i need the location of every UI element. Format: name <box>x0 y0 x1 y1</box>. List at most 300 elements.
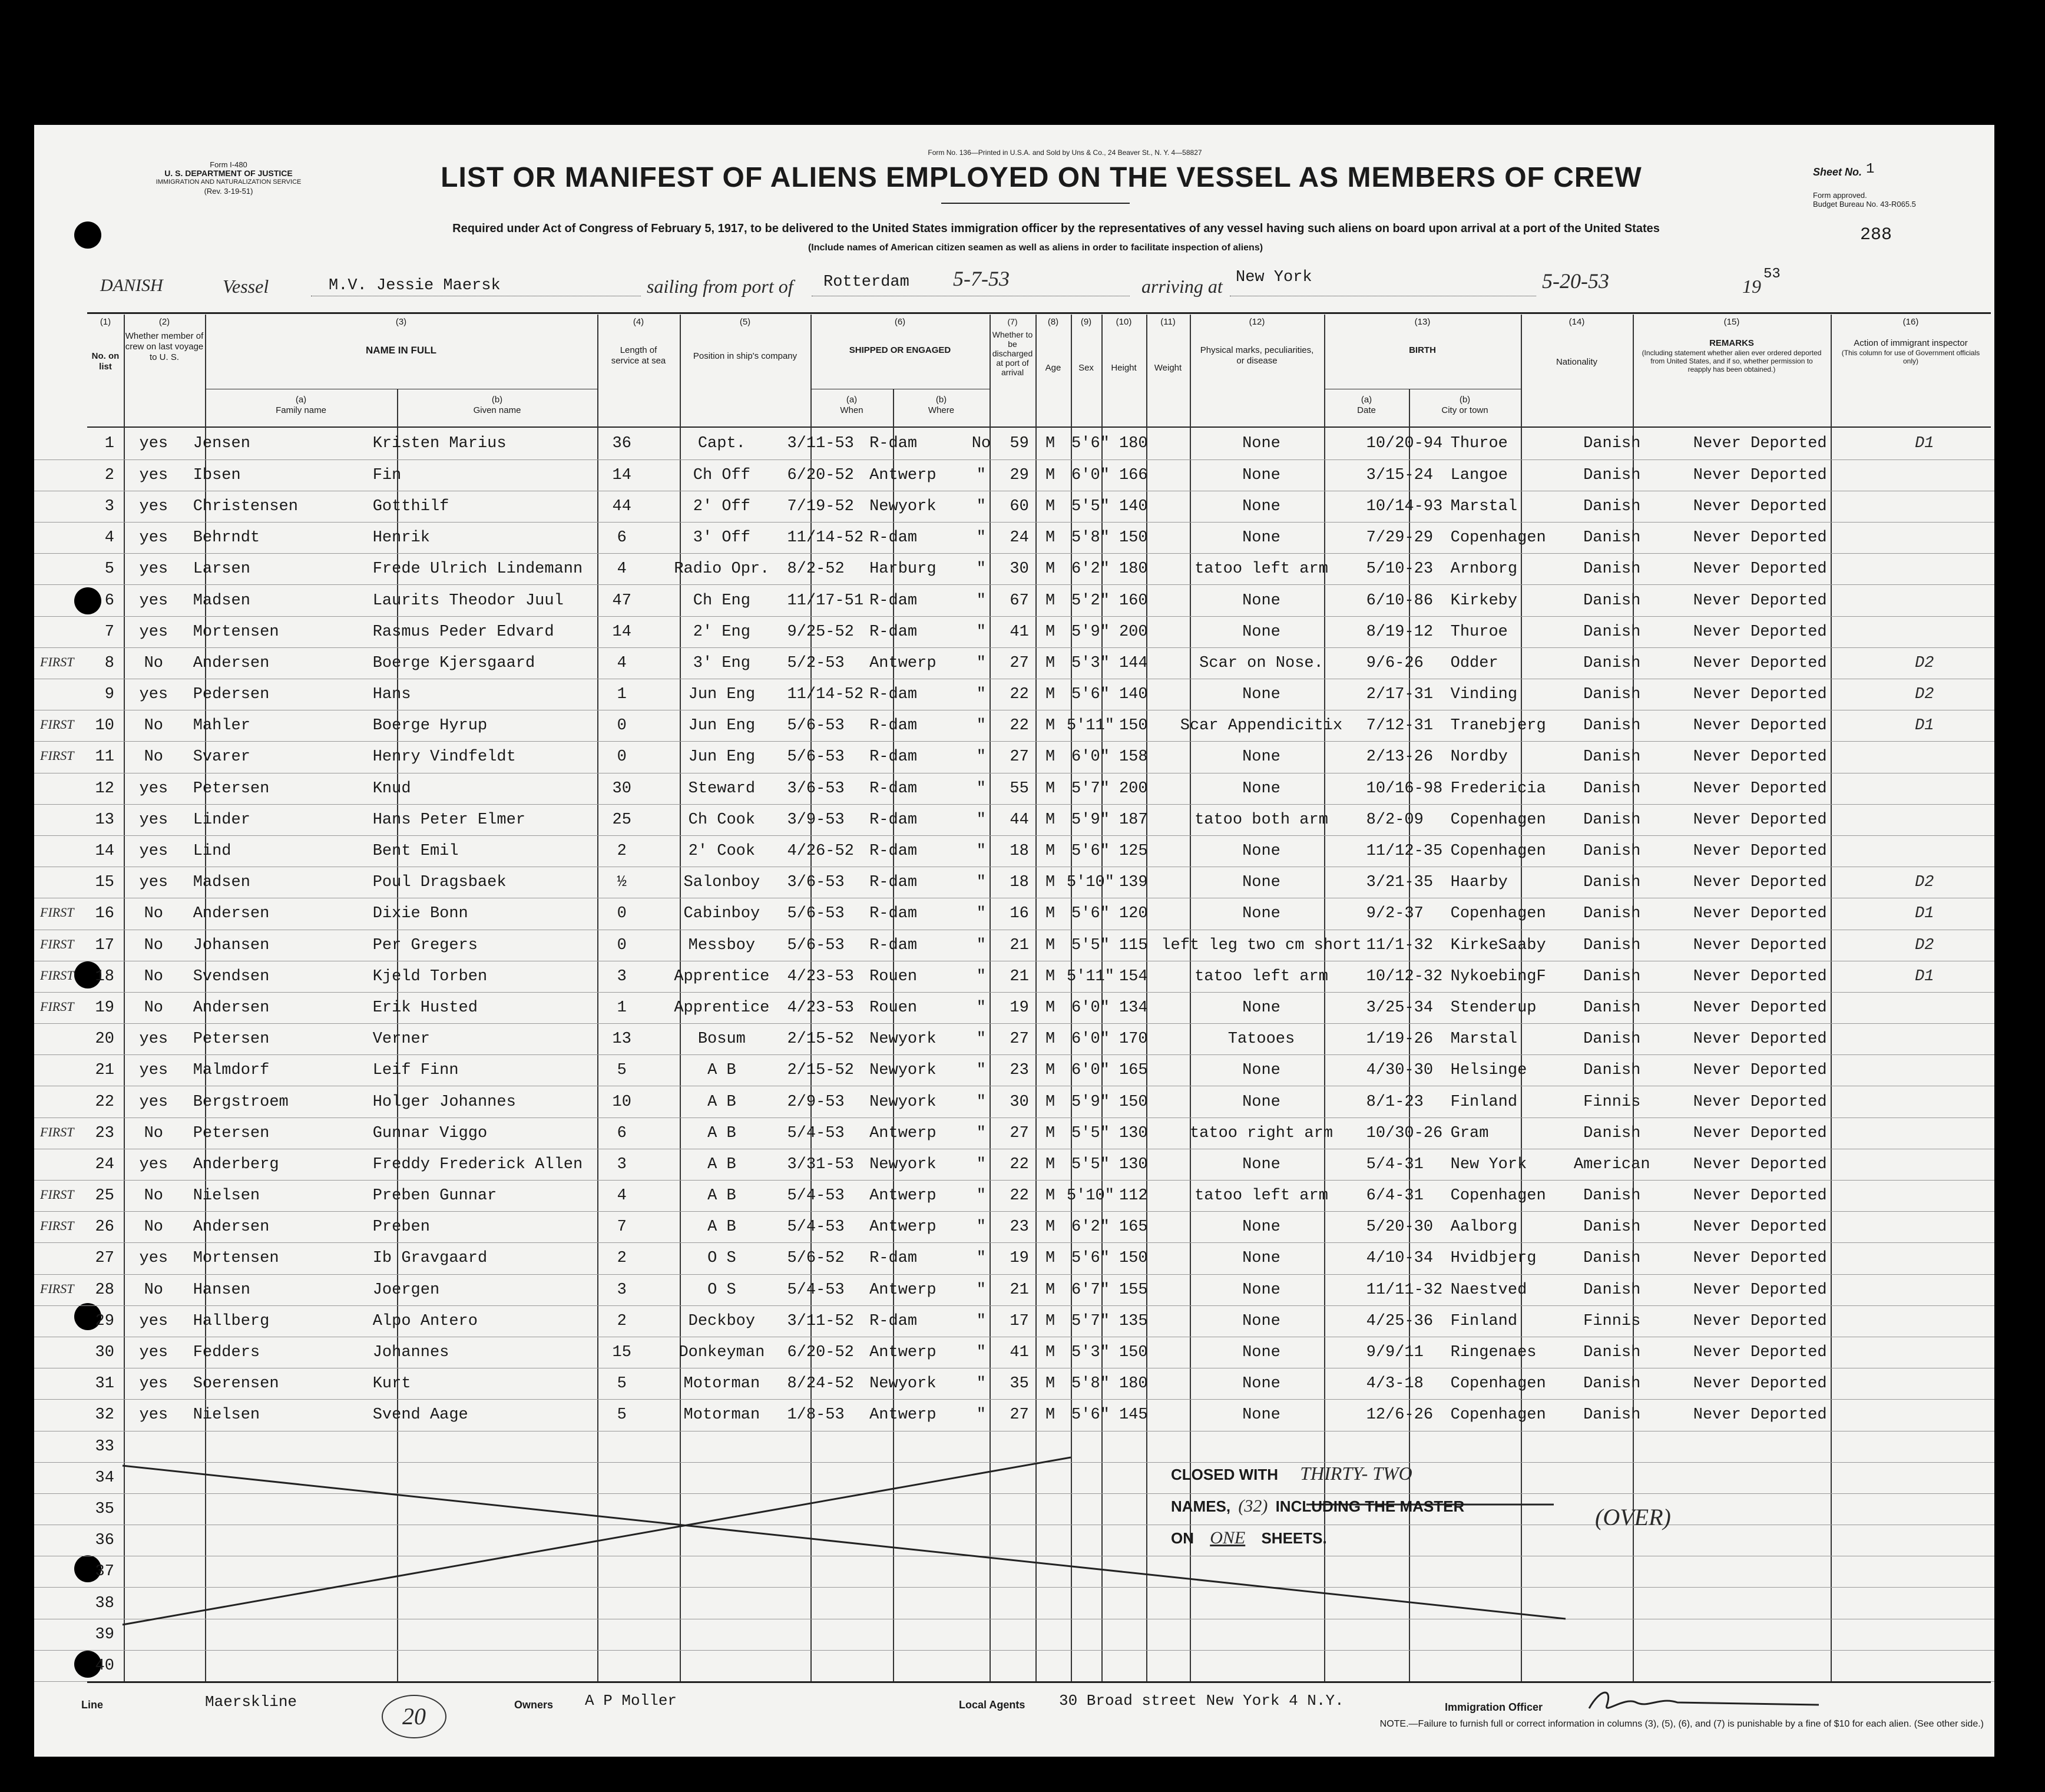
col-label: BIRTH <box>1409 345 1436 355</box>
cell-weight: 200 <box>1119 623 1148 641</box>
cell-prev: No <box>144 654 164 672</box>
form-revision: (Rev. 3-19-51) <box>204 187 253 196</box>
cell-city: Copenhagen <box>1450 1406 1546 1424</box>
cell-remarks: Never Deported <box>1693 1281 1827 1299</box>
cell-where: R-dam <box>869 686 918 704</box>
cell-bdate: 3/25-34 <box>1366 999 1434 1017</box>
cell-action: D2 <box>1915 686 1934 704</box>
row-number: 13 <box>95 811 114 829</box>
cell-remarks: Never Deported <box>1693 1344 1827 1362</box>
cell-height: 5'6" <box>1071 1406 1110 1424</box>
cell-weight: 145 <box>1119 1406 1148 1424</box>
cell-prev: No <box>144 1124 164 1142</box>
row-number: 35 <box>95 1500 114 1518</box>
cell-action: D2 <box>1915 874 1934 892</box>
cell-nat: Danish <box>1583 1218 1641 1236</box>
cell-marks: Scar on Nose. <box>1199 654 1323 672</box>
cell-bdate: 11/1-32 <box>1366 936 1434 954</box>
cell-height: 5'7" <box>1071 779 1110 798</box>
cell-height: 6'2" <box>1071 560 1110 578</box>
cell-remarks: Never Deported <box>1693 842 1827 861</box>
cell-city: Langoe <box>1450 466 1508 484</box>
cell-family: Andersen <box>193 999 270 1017</box>
closing-count-words: THIRTY- TWO <box>1300 1463 1412 1484</box>
cell-position: A B <box>707 1218 736 1236</box>
cell-family: Petersen <box>193 1030 270 1049</box>
cell-when: 5/2-53 <box>787 654 845 672</box>
cell-bdate: 6/10-86 <box>1366 591 1434 610</box>
cell-bdate: 10/30-26 <box>1366 1124 1443 1142</box>
cell-nat: Danish <box>1583 779 1641 798</box>
cell-where: Antwerp <box>869 466 937 484</box>
cell-nat: Danish <box>1583 1124 1641 1142</box>
cell-bdate: 4/30-30 <box>1366 1062 1434 1080</box>
cell-given: Rasmus Peder Edvard <box>372 623 554 641</box>
cell-when: 4/23-53 <box>787 999 854 1017</box>
cell-bdate: 10/20-94 <box>1366 435 1443 453</box>
cell-bdate: 7/12-31 <box>1366 717 1434 735</box>
cell-family: Christensen <box>193 497 298 515</box>
cell-prev: No <box>144 1218 164 1236</box>
cell-sex: M <box>1045 1218 1055 1236</box>
cell-city: Copenhagen <box>1450 1375 1546 1393</box>
fine-note: NOTE.—Failure to furnish full or correct information in columns (3), (5), (6), and (7) is punishable by a fine of $10 for each alien. (See other side.) <box>1379 1719 1984 1729</box>
col-sub-letter: (a) <box>1361 395 1372 405</box>
cell-disch: " <box>976 779 986 798</box>
cell-position: Ch Off <box>693 466 750 484</box>
cell-length: 0 <box>617 717 627 735</box>
first-voyage-note: FIRST <box>40 1187 74 1202</box>
first-voyage-note: FIRST <box>40 905 74 920</box>
cell-given: Kristen Marius <box>372 435 507 453</box>
cell-marks: None <box>1242 999 1280 1017</box>
cell-city: Arnborg <box>1450 560 1518 578</box>
cell-height: 5'11" <box>1066 967 1114 986</box>
row-number: 6 <box>104 591 114 610</box>
cell-nat: Finnis <box>1583 1093 1641 1111</box>
col-label: No. on list <box>91 351 120 372</box>
cell-remarks: Never Deported <box>1693 811 1827 829</box>
cell-position: Motorman <box>683 1375 760 1393</box>
cell-nat: Danish <box>1583 654 1641 672</box>
cell-height: 5'5" <box>1071 1124 1110 1142</box>
cell-bdate: 3/21-35 <box>1366 874 1434 892</box>
cell-family: Nielsen <box>193 1406 260 1424</box>
cell-sex: M <box>1045 1124 1055 1142</box>
cell-position: Apprentice <box>674 999 770 1017</box>
col-number: (9) <box>1080 317 1092 327</box>
cell-length: 10 <box>612 1093 631 1111</box>
closed-with-label: CLOSED WITH <box>1171 1466 1278 1483</box>
cell-length: 2 <box>617 842 627 861</box>
row-number: 2 <box>104 466 114 484</box>
cell-marks: tatoo left arm <box>1194 967 1328 986</box>
cell-height: 6'2" <box>1071 1218 1110 1236</box>
cell-sex: M <box>1045 811 1055 829</box>
cell-nat: Danish <box>1583 1281 1641 1299</box>
cell-nat: Danish <box>1583 1187 1641 1205</box>
cell-given: Alpo Antero <box>372 1312 478 1330</box>
cell-city: Vinding <box>1450 686 1518 704</box>
cell-city: Copenhagen <box>1450 811 1546 829</box>
cell-remarks: Never Deported <box>1693 497 1827 515</box>
first-voyage-note: FIRST <box>40 1124 74 1139</box>
cell-bdate: 10/12-32 <box>1366 967 1443 986</box>
cell-prev: No <box>144 1187 164 1205</box>
cell-when: 3/6-53 <box>787 779 845 798</box>
cell-length: 36 <box>612 435 631 453</box>
cell-bdate: 8/19-12 <box>1366 623 1434 641</box>
cell-height: 5'7" <box>1071 1312 1110 1330</box>
officer-label: Immigration Officer <box>1445 1701 1543 1713</box>
cell-weight: 200 <box>1119 779 1148 798</box>
cell-marks: None <box>1242 748 1280 766</box>
cell-given: Ib Gravgaard <box>372 1249 488 1268</box>
cell-weight: 180 <box>1119 1375 1148 1393</box>
cell-family: Svarer <box>193 748 250 766</box>
col-note: (This column for use of Government officials only) <box>1841 349 1980 365</box>
cell-family: Malmdorf <box>193 1062 270 1080</box>
cell-length: 4 <box>617 1187 627 1205</box>
row-number: 4 <box>104 529 114 547</box>
closing-statement <box>1171 1457 1464 1554</box>
cell-family: Bergstroem <box>193 1093 289 1111</box>
cell-age: 21 <box>1010 1281 1029 1299</box>
include-statement: (Include names of American citizen seamen as well as aliens in order to facilitate inspection of aliens) <box>808 243 1263 253</box>
cell-marks: None <box>1242 1406 1280 1424</box>
cell-length: 4 <box>617 654 627 672</box>
cell-city: Copenhagen <box>1450 1187 1546 1205</box>
cell-where: R-dam <box>869 936 918 954</box>
cell-age: 19 <box>1010 999 1029 1017</box>
cell-weight: 165 <box>1119 1062 1148 1080</box>
cell-marks: tatoo left arm <box>1194 560 1328 578</box>
cell-bdate: 2/17-31 <box>1366 686 1434 704</box>
cell-when: 11/14-52 <box>787 686 864 704</box>
cell-where: Antwerp <box>869 1218 937 1236</box>
year-suffix: 53 <box>1763 266 1781 282</box>
cell-prev: yes <box>139 1312 168 1330</box>
cell-height: 6'0" <box>1071 999 1110 1017</box>
cell-prev: yes <box>139 1062 168 1080</box>
cell-marks: None <box>1242 1093 1280 1111</box>
col-number: (16) <box>1902 317 1919 327</box>
cell-age: 29 <box>1010 466 1029 484</box>
cell-prev: yes <box>139 497 168 515</box>
row-number: 37 <box>95 1563 114 1581</box>
cell-age: 30 <box>1010 560 1029 578</box>
cell-family: Madsen <box>193 874 250 892</box>
cell-prev: yes <box>139 811 168 829</box>
cell-marks: tatoo right arm <box>1189 1124 1333 1142</box>
cell-where: R-dam <box>869 623 918 641</box>
cell-disch: " <box>976 1062 986 1080</box>
row-number: 8 <box>104 654 114 672</box>
cell-length: 3 <box>617 1281 627 1299</box>
vessel-label: Vessel <box>223 276 269 297</box>
cell-weight: 134 <box>1119 999 1148 1017</box>
cell-nat: American <box>1573 1155 1650 1173</box>
row-number: 31 <box>95 1375 114 1393</box>
cell-age: 60 <box>1010 497 1029 515</box>
cell-given: Preben <box>372 1218 430 1236</box>
cell-given: Laurits Theodor Juul <box>372 591 564 610</box>
cell-city: Kirkeby <box>1450 591 1518 610</box>
cell-city: Tranebjerg <box>1450 717 1546 735</box>
cell-sex: M <box>1045 529 1055 547</box>
cell-position: Radio Opr. <box>674 560 770 578</box>
cell-family: Nielsen <box>193 1187 260 1205</box>
cell-position: Ch Cook <box>688 811 756 829</box>
cell-marks: None <box>1242 435 1280 453</box>
cell-disch: " <box>976 1093 986 1111</box>
col-label: Height <box>1111 363 1137 373</box>
cell-length: 5 <box>617 1375 627 1393</box>
cell-prev: No <box>144 905 164 923</box>
cell-bdate: 4/10-34 <box>1366 1249 1434 1268</box>
cell-given: Gunnar Viggo <box>372 1124 488 1142</box>
cell-when: 5/6-53 <box>787 748 845 766</box>
col-label: REMARKS <box>1709 338 1754 348</box>
cell-nat: Danish <box>1583 435 1641 453</box>
cell-bdate: 8/1-23 <box>1366 1093 1424 1111</box>
cell-given: Henry Vindfeldt <box>372 748 516 766</box>
col-number: (5) <box>739 317 751 327</box>
agents-label: Local Agents <box>959 1699 1025 1711</box>
cell-remarks: Never Deported <box>1693 1062 1827 1080</box>
cell-age: 30 <box>1010 1093 1029 1111</box>
cell-when: 11/14-52 <box>787 529 864 547</box>
cell-family: Behrndt <box>193 529 260 547</box>
cell-bdate: 5/20-30 <box>1366 1218 1434 1236</box>
cell-age: 27 <box>1010 1124 1029 1142</box>
cell-disch: " <box>976 842 986 861</box>
col-number: (6) <box>894 317 906 327</box>
cell-where: Newyork <box>869 1375 937 1393</box>
cell-height: 5'6" <box>1071 842 1110 861</box>
cell-where: Rouen <box>869 999 918 1017</box>
table-bottom-rule <box>87 1681 1991 1683</box>
departure-date: 5-7-53 <box>953 267 1010 290</box>
flag-nationality: DANISH <box>100 276 163 295</box>
cell-when: 3/9-53 <box>787 811 845 829</box>
cell-remarks: Never Deported <box>1693 435 1827 453</box>
cell-age: 27 <box>1010 1406 1029 1424</box>
departure-port: Rotterdam <box>823 273 909 291</box>
cell-marks: None <box>1242 591 1280 610</box>
cell-city: Copenhagen <box>1450 842 1546 861</box>
sailing-label: sailing from port of <box>647 276 793 297</box>
cell-length: 0 <box>617 936 627 954</box>
cell-disch: " <box>976 654 986 672</box>
cell-sex: M <box>1045 905 1055 923</box>
cell-marks: None <box>1242 842 1280 861</box>
arriving-label: arriving at <box>1141 276 1223 297</box>
cell-family: Petersen <box>193 779 270 798</box>
cell-disch: " <box>976 936 986 954</box>
cell-age: 27 <box>1010 1030 1029 1049</box>
cell-marks: None <box>1242 466 1280 484</box>
cell-family: Ibsen <box>193 466 241 484</box>
cell-position: 2' Off <box>693 497 750 515</box>
cell-nat: Danish <box>1583 936 1641 954</box>
cell-sex: M <box>1045 936 1055 954</box>
cell-given: Hans <box>372 686 411 704</box>
cell-family: Madsen <box>193 591 250 610</box>
cell-where: Antwerp <box>869 1187 937 1205</box>
cell-sex: M <box>1045 497 1055 515</box>
cell-nat: Danish <box>1583 497 1641 515</box>
cell-nat: Danish <box>1583 466 1641 484</box>
cell-given: Hans Peter Elmer <box>372 811 525 829</box>
cell-age: 41 <box>1010 1344 1029 1362</box>
cell-weight: 170 <box>1119 1030 1148 1049</box>
cell-length: 4 <box>617 560 627 578</box>
cell-family: Fedders <box>193 1344 260 1362</box>
cell-disch: " <box>976 1344 986 1362</box>
cell-position: A B <box>707 1062 736 1080</box>
cell-where: R-dam <box>869 591 918 610</box>
cell-length: 25 <box>612 811 631 829</box>
cell-marks: None <box>1242 874 1280 892</box>
cell-given: Poul Dragsbaek <box>372 874 507 892</box>
cell-bdate: 8/2-09 <box>1366 811 1424 829</box>
cell-prev: yes <box>139 435 168 453</box>
cell-bdate: 9/6-26 <box>1366 654 1424 672</box>
cell-given: Henrik <box>372 529 430 547</box>
arrival-port: New York <box>1236 269 1312 286</box>
cell-disch: " <box>976 811 986 829</box>
cell-weight: 158 <box>1119 748 1148 766</box>
cell-nat: Danish <box>1583 591 1641 610</box>
line-value: Maerskline <box>205 1693 297 1711</box>
cell-remarks: Never Deported <box>1693 1030 1827 1049</box>
cell-disch: " <box>976 717 986 735</box>
cell-age: 23 <box>1010 1218 1029 1236</box>
cell-given: Erik Husted <box>372 999 478 1017</box>
cell-sex: M <box>1045 1187 1055 1205</box>
cell-height: 5'3" <box>1071 654 1110 672</box>
officer-signature <box>1583 1685 1831 1720</box>
col-sub-letter: (a) <box>846 395 858 405</box>
cell-where: Antwerp <box>869 1344 937 1362</box>
cell-family: Johansen <box>193 936 270 954</box>
cell-position: Jun Eng <box>688 686 756 704</box>
cell-nat: Danish <box>1583 967 1641 986</box>
col-number: (8) <box>1047 317 1059 327</box>
cell-when: 11/17-51 <box>787 591 864 610</box>
cell-remarks: Never Deported <box>1693 717 1827 735</box>
col-label: NAME IN FULL <box>366 345 436 356</box>
cell-family: Andersen <box>193 654 270 672</box>
cell-height: 6'0" <box>1071 748 1110 766</box>
cell-given: Gotthilf <box>372 497 449 515</box>
cell-weight: 125 <box>1119 842 1148 861</box>
row-number: 40 <box>95 1657 114 1675</box>
cell-bdate: 1/19-26 <box>1366 1030 1434 1049</box>
cell-position: O S <box>707 1249 736 1268</box>
cell-city: Finland <box>1450 1093 1518 1111</box>
cell-disch: " <box>976 1406 986 1424</box>
cell-disch: " <box>976 874 986 892</box>
cell-bdate: 4/3-18 <box>1366 1375 1424 1393</box>
cell-disch: " <box>976 1281 986 1299</box>
first-voyage-note: FIRST <box>40 748 74 763</box>
cell-remarks: Never Deported <box>1693 748 1827 766</box>
col-number: (4) <box>633 317 644 327</box>
cell-remarks: Never Deported <box>1693 1249 1827 1268</box>
cell-given: Frede Ulrich Lindemann <box>372 560 583 578</box>
sheet-label: Sheet No. <box>1813 166 1862 178</box>
cell-length: 44 <box>612 497 631 515</box>
cell-remarks: Never Deported <box>1693 936 1827 954</box>
cell-given: Svend Aage <box>372 1406 468 1424</box>
cell-city: Copenhagen <box>1450 529 1546 547</box>
cell-when: 5/6-53 <box>787 905 845 923</box>
printer-line: Form No. 136—Printed in U.S.A. and Sold by Uns & Co., 24 Beaver St., N. Y. 4—58827 <box>928 148 1202 157</box>
cell-weight: 155 <box>1119 1281 1148 1299</box>
row-number: 20 <box>95 1030 114 1049</box>
cell-height: 5'9" <box>1071 1093 1110 1111</box>
col-label: When <box>840 405 863 415</box>
cell-when: 8/24-52 <box>787 1375 854 1393</box>
cell-disch: " <box>976 686 986 704</box>
cell-prev: No <box>144 936 164 954</box>
row-number: 23 <box>95 1124 114 1142</box>
cell-height: 5'6" <box>1071 1249 1110 1268</box>
cell-weight: 112 <box>1119 1187 1148 1205</box>
cell-disch: " <box>976 1218 986 1236</box>
cell-when: 5/4-53 <box>787 1281 845 1299</box>
cell-given: Boerge Hyrup <box>372 717 488 735</box>
row-number: 15 <box>95 874 114 892</box>
cell-nat: Danish <box>1583 717 1641 735</box>
cell-bdate: 5/10-23 <box>1366 560 1434 578</box>
cell-city: Haarby <box>1450 874 1508 892</box>
cell-sex: M <box>1045 779 1055 798</box>
cell-when: 6/20-52 <box>787 1344 854 1362</box>
cell-weight: 150 <box>1119 717 1148 735</box>
sheet-number: 1 <box>1866 161 1875 177</box>
cell-prev: No <box>144 1281 164 1299</box>
cell-prev: yes <box>139 623 168 641</box>
cell-when: 5/6-53 <box>787 936 845 954</box>
cell-height: 5'8" <box>1071 1375 1110 1393</box>
cell-action: D2 <box>1915 654 1934 672</box>
cell-when: 2/15-52 <box>787 1030 854 1049</box>
cell-remarks: Never Deported <box>1693 466 1827 484</box>
first-voyage-note: FIRST <box>40 999 74 1014</box>
cell-when: 5/4-53 <box>787 1187 845 1205</box>
cell-where: R-dam <box>869 717 918 735</box>
cell-bdate: 12/6-26 <box>1366 1406 1434 1424</box>
col-label: Position in ship's company <box>693 351 798 361</box>
col-label: Nationality <box>1556 357 1598 367</box>
row-number: 21 <box>95 1062 114 1080</box>
cell-marks: tatoo left arm <box>1194 1187 1328 1205</box>
cell-nat: Danish <box>1583 1406 1641 1424</box>
cell-marks: left leg two cm short <box>1161 936 1362 954</box>
cell-prev: yes <box>139 1406 168 1424</box>
cell-weight: 140 <box>1119 686 1148 704</box>
cell-family: Svendsen <box>193 967 270 986</box>
row-number: 7 <box>104 623 114 641</box>
cell-height: 5'5" <box>1071 1155 1110 1173</box>
cell-city: Marstal <box>1450 497 1518 515</box>
col-label: City or town <box>1441 405 1488 415</box>
cell-where: Antwerp <box>869 1406 937 1424</box>
cell-city: Gram <box>1450 1124 1489 1142</box>
